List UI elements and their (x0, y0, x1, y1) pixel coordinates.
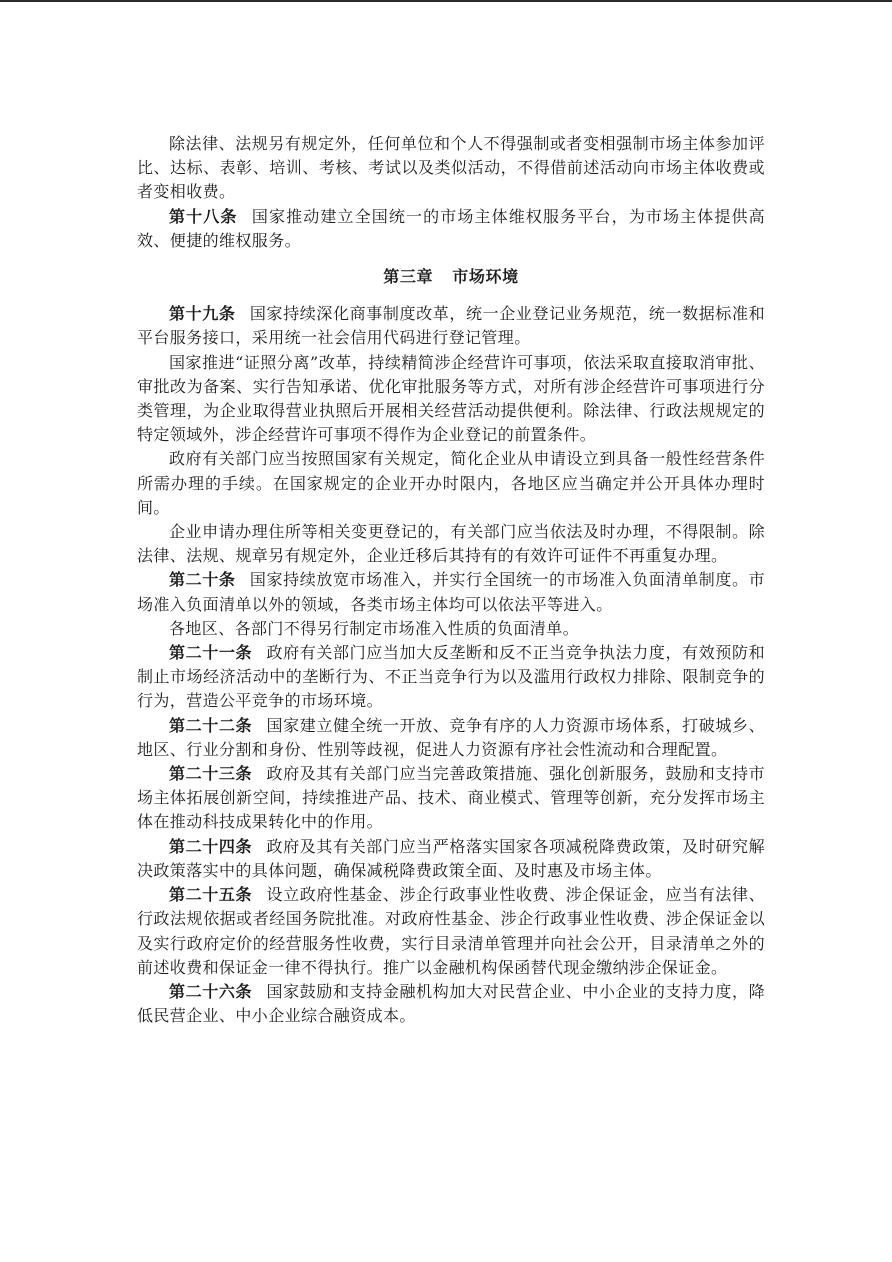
paragraph (137, 835, 765, 883)
article-number: 第二十一条 (169, 643, 253, 663)
paragraph-text: 国家推进“证照分离”改革，持续精简涉企经营许可事项，依法采取直接取消审批、审批改为备案、实行告知承诺、优化审批服务等方式，对所有涉企经营许可事项进行分类管理，为企业取得营业执照后开展相关经营活动提供便利。除法律、行政法规规定的特定领域外，涉企经营许可事项不得作为企业登记的前置条件。 (137, 352, 765, 445)
chapter-heading (137, 265, 765, 289)
article-number: 第十八条 (169, 206, 238, 226)
article-number: 第十九条 (169, 304, 236, 324)
paragraph (137, 302, 765, 350)
paragraph-text: 各地区、各部门不得另行制定市场准入性质的负面清单。 (169, 618, 580, 638)
paragraph (137, 568, 765, 616)
paragraph-text: 国家鼓励和支持金融机构加大对民营企业、中小企业的支持力度，降低民营企业、中小企业综合融资成本。 (137, 981, 765, 1026)
paragraph-text: 政府及其有关部门应当严格落实国家各项减税降费政策，及时研究解决政策落实中的具体问题，确保减税降费政策全面、及时惠及市场主体。 (137, 836, 765, 880)
paragraph-text: 国家建立健全统一开放、竞争有序的人力资源市场体系，打破城乡、地区、行业分割和身份、性别等歧视，促进人力资源有序社会性流动和合理配置。 (137, 715, 765, 759)
article-number: 第二十二条 (169, 715, 253, 735)
paragraph (137, 205, 765, 253)
paragraph (137, 883, 765, 980)
paragraph-text: 政府有关部门应当按照国家有关规定，简化企业从申请设立到具备一般性经营条件所需办理的手续。在国家规定的企业开办时限内，各地区应当确定并公开具体办理时间。 (137, 449, 765, 517)
paragraph-text: 设立政府性基金、涉企行政事业性收费、涉企保证金，应当有法律、行政法规依据或者经国务院批准。对政府性基金、涉企行政事业性收费、涉企保证金以及实行政府定价的经营服务性收费，实行目录清单管理并向社会公开，目录清单之外的前述收费和保证金一律不得执行。推广以金融机构保函替代现金缴纳涉企保证金。 (137, 885, 765, 977)
chapter-number: 第三章 (383, 267, 434, 287)
bottom-section (137, 302, 765, 1028)
article-number: 第二十四条 (169, 836, 253, 856)
page-top-border (0, 0, 892, 2)
paragraph-text: 企业申请办理住所等相关变更登记的，有关部门应当依法及时办理，不得限制。除法律、法规、规章另有规定外，企业迁移后其持有的有效许可证件不再重复办理。 (137, 522, 765, 566)
paragraph-text: 政府有关部门应当加大反垄断和反不正当竞争执法力度，有效预防和制止市场经济活动中的垄断行为、不正当竞争行为以及滥用行政权力排除、限制竞争的行为，营造公平竞争的市场环境。 (137, 643, 765, 711)
paragraph-text: 国家持续放宽市场准入，并实行全国统一的市场准入负面清单制度。市场准入负面清单以外的领域，各类市场主体均可以依法平等进入。 (137, 570, 765, 614)
paragraph (137, 641, 765, 714)
paragraph (137, 132, 765, 205)
article-number: 第二十条 (169, 570, 236, 590)
article-number: 第二十六条 (169, 981, 253, 1001)
document-page (137, 132, 765, 1028)
chapter-title: 市场环境 (452, 267, 519, 287)
paragraph (137, 714, 765, 762)
paragraph (137, 447, 765, 520)
paragraph-text: 除法律、法规另有规定外，任何单位和个人不得强制或者变相强制市场主体参加评比、达标、表彰、培训、考核、考试以及类似活动，不得借前述活动向市场主体收费或者变相收费。 (137, 134, 765, 202)
paragraph (137, 617, 765, 641)
paragraph-text: 国家推动建立全国统一的市场主体维权服务平台，为市场主体提供高效、便捷的维权服务。 (137, 206, 765, 250)
paragraph-text: 国家持续深化商事制度改革，统一企业登记业务规范，统一数据标准和平台服务接口，采用统一社会信用代码进行登记管理。 (137, 304, 765, 348)
article-number: 第二十三条 (169, 764, 253, 784)
paragraph (137, 980, 765, 1028)
paragraph (137, 520, 765, 568)
paragraph (137, 351, 765, 448)
article-number: 第二十五条 (169, 885, 253, 905)
top-section (137, 132, 765, 253)
paragraph (137, 762, 765, 835)
paragraph-text: 政府及其有关部门应当完善政策措施、强化创新服务，鼓励和支持市场主体拓展创新空间，持续推进产品、技术、商业模式、管理等创新，充分发挥市场主体在推动科技成果转化中的作用。 (137, 764, 765, 832)
